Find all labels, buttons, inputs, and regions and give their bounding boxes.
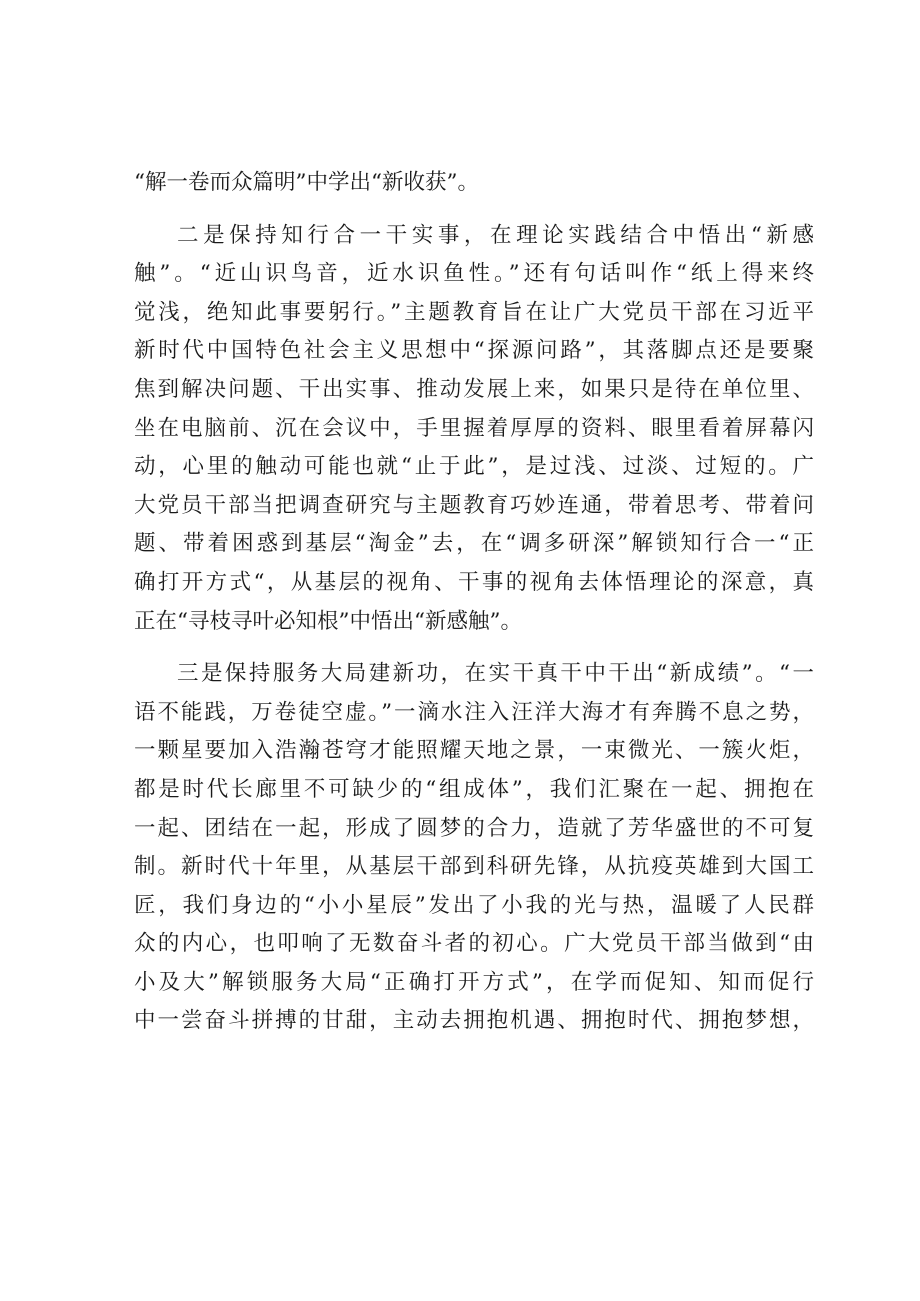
paragraph-line: 众的内心，也叩响了无数奋斗者的初心。广大党员干部当做到“由 bbox=[134, 931, 814, 957]
paragraph-line: 正在“寻枝寻叶必知根”中悟出“新感触”。 bbox=[134, 608, 522, 634]
paragraph-line: 一颗星要加入浩瀚苍穹才能照耀天地之景，一束微光、一簇火炬， bbox=[134, 738, 814, 764]
paragraph-line: 焦到解决问题、干出实事、推动发展上来，如果只是待在单位里、 bbox=[134, 376, 814, 402]
paragraph-line: “解一卷而众篇明”中学出“新收获”。 bbox=[134, 170, 479, 195]
paragraph-spacing bbox=[134, 641, 814, 655]
paragraph-line: 都是时代长廊里不可缺少的“组成体”，我们汇聚在一起、拥抱在 bbox=[134, 776, 814, 802]
paragraph-line: 二是保持知行合一干实事，在理论实践结合中悟出“新感 bbox=[177, 222, 814, 248]
paragraph-line: 制。新时代十年里，从基层干部到科研先锋，从抗疫英雄到大国工 bbox=[134, 854, 814, 880]
paragraph-line: 大党员干部当把调查研究与主题教育巧妙连通，带着思考、带着问 bbox=[134, 492, 814, 518]
paragraph-line: 题、带着困惑到基层“淘金”去，在“调多研深”解锁知行合一“正 bbox=[134, 531, 814, 557]
paragraph-line: 动，心里的触动可能也就“止于此”，是过浅、过淡、过短的。广 bbox=[134, 454, 814, 480]
paragraph-1 bbox=[134, 164, 814, 203]
paragraph-line: 语不能践，万卷徒空虚。”一滴水注入汪洋大海才有奔腾不息之势， bbox=[134, 699, 814, 725]
paragraph-2 bbox=[134, 217, 814, 642]
paragraph-3 bbox=[134, 655, 814, 1041]
paragraph-line: 三是保持服务大局建新功，在实干真干中干出“新成绩”。“一 bbox=[177, 661, 814, 687]
paragraph-line: 匠，我们身边的“小小星辰”发出了小我的光与热，温暖了人民群 bbox=[134, 892, 814, 918]
paragraph-line: 触”。“近山识鸟音，近水识鱼性。”还有句话叫作“纸上得来终 bbox=[134, 261, 814, 287]
paragraph-line: 觉浅，绝知此事要躬行。”主题教育旨在让广大党员干部在习近平 bbox=[134, 299, 814, 325]
paragraph-spacing bbox=[134, 203, 814, 217]
document-body bbox=[134, 164, 814, 1041]
paragraph-line: 坐在电脑前、沉在会议中，手里握着厚厚的资料、眼里看着屏幕闪 bbox=[134, 415, 814, 441]
paragraph-line: 中一尝奋斗拼搏的甘甜，主动去拥抱机遇、拥抱时代、拥抱梦想， bbox=[134, 1008, 814, 1034]
paragraph-line: 小及大”解锁服务大局“正确打开方式”，在学而促知、知而促行 bbox=[134, 969, 814, 995]
paragraph-line: 新时代中国特色社会主义思想中“探源问路”，其落脚点还是要聚 bbox=[134, 338, 814, 364]
paragraph-line: 一起、团结在一起，形成了圆梦的合力，造就了芳华盛世的不可复 bbox=[134, 815, 814, 841]
paragraph-line: 确打开方式“，从基层的视角、干事的视角去体悟理论的深意，真 bbox=[134, 569, 814, 595]
